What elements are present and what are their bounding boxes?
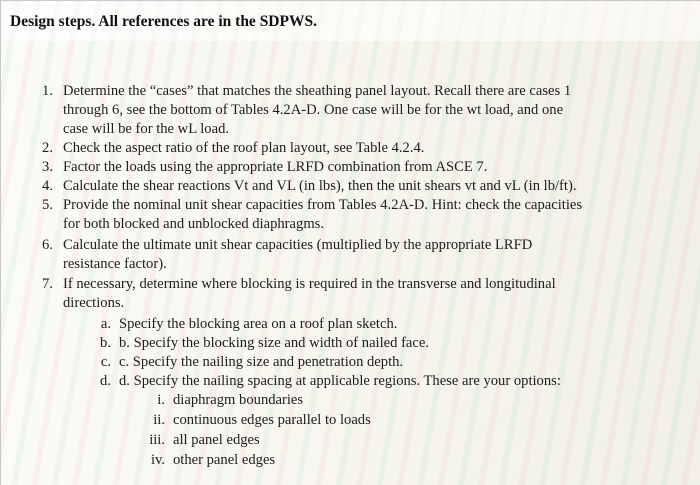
step-2-number: 2. xyxy=(42,140,53,156)
substep-a-text: Specify the blocking area on a roof plan sketch. xyxy=(119,316,398,332)
step-3-line-1: Factor the loads using the appropriate LRFD combination from ASCE 7. xyxy=(63,159,488,175)
step-6-number: 6. xyxy=(42,237,53,253)
substep-d-text: d. Specify the nailing spacing at applicable regions. These are your options: xyxy=(119,373,561,389)
step-5-line-1: Provide the nominal unit shear capacities from Tables 4.2A-D. Hint: check the capacities xyxy=(63,197,583,213)
substep-c-text: c. Specify the nailing size and penetration depth. xyxy=(119,354,404,370)
step-1-line-2: through 6, see the bottom of Tables 4.2A-D. One case will be for the wt load, and one xyxy=(63,102,564,118)
step-5-number: 5. xyxy=(42,197,53,213)
step-1-line-1: Determine the “cases” that matches the sheathing panel layout. Recall there are cases 1 xyxy=(63,83,572,99)
option-iii-text: all panel edges xyxy=(173,432,260,448)
step-2-line-1: Check the aspect ratio of the roof plan layout, see Table 4.2.4. xyxy=(63,140,425,156)
option-iv-marker: iv. xyxy=(150,452,165,468)
step-4-line-1: Calculate the shear reactions Vt and VL (in lbs), then the unit shears vt and vL (in lb/ft). xyxy=(63,178,577,194)
page-title: Design steps. All references are in the SDPWS. xyxy=(10,13,317,30)
step-7-number: 7. xyxy=(42,276,53,292)
substep-b-text: b. Specify the blocking size and width of nailed face. xyxy=(119,335,430,351)
option-i-text: diaphragm boundaries xyxy=(173,392,304,408)
step-1-line-3: case will be for the wL load. xyxy=(63,121,230,137)
option-iv-text: other panel edges xyxy=(173,452,276,468)
substep-a-marker: a. xyxy=(100,316,111,332)
step-1-number: 1. xyxy=(42,83,53,99)
option-i-marker: i. xyxy=(157,392,165,408)
substep-b-marker: b. xyxy=(100,335,111,351)
option-ii-marker: ii. xyxy=(153,412,165,428)
step-3-number: 3. xyxy=(42,159,53,175)
substep-c-marker: c. xyxy=(100,354,111,370)
step-4-number: 4. xyxy=(42,178,53,194)
step-6-line-1: Calculate the ultimate unit shear capacities (multiplied by the appropriate LRFD xyxy=(63,237,533,253)
option-ii-text: continuous edges parallel to loads xyxy=(173,412,371,428)
option-iii-marker: iii. xyxy=(149,432,165,448)
step-7-line-1: If necessary, determine where blocking is required in the transverse and longitudinal xyxy=(63,276,556,292)
step-7-line-2: directions. xyxy=(63,295,125,311)
step-5-line-2: for both blocked and unblocked diaphragms. xyxy=(63,216,324,232)
substep-d-marker: d. xyxy=(100,373,111,389)
step-6-line-2: resistance factor). xyxy=(63,256,167,272)
